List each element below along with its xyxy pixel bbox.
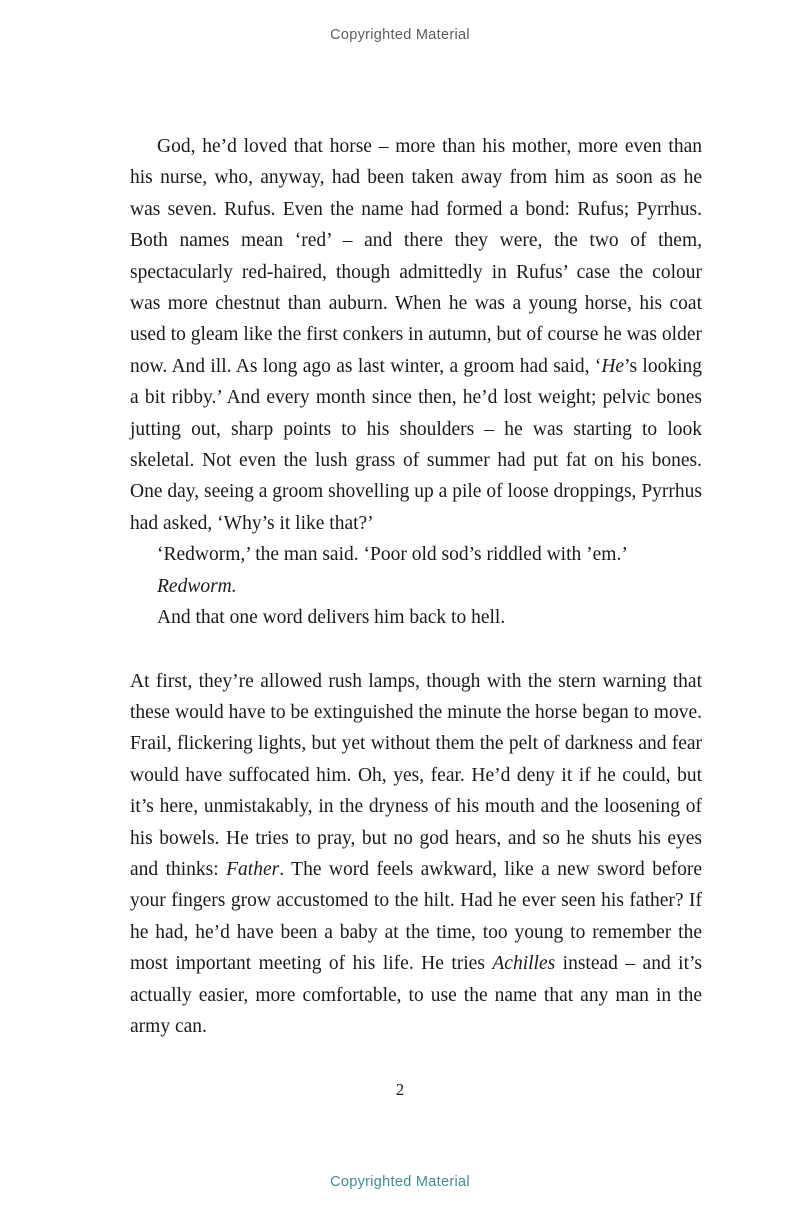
copyright-notice-top: Copyrighted Material: [330, 27, 470, 43]
text-run: . The word feels awkward, like a new sword before your fingers grow accustomed to the hilt. Had he ever seen his father? If he had, he’d have been a baby at the time, too young to remember the most important meeting of his life. He tries: [130, 858, 703, 975]
text-run: God, he’d loved that horse – more than his mother, more even than his nurse, who, anyway, had been taken away from him as soon as he was seven. Rufus. Even the name had formed a bond: Rufus; Pyrrhus. Both names mean ‘red’ – and there they were, the two of them, spectacularly red-haired, though admittedly in Rufus’ case the colour was more chestnut than auburn. When he was a young horse, his coat used to gleam like the first conkers in autumn, but of course he was older now. And ill. As long ago as last winter, a groom had said, ‘: [130, 136, 702, 377]
page-text: [130, 131, 702, 1042]
text-run: ‘Redworm,’ the man said. ‘Poor old sod’s riddled with ’em.’: [157, 544, 628, 566]
paragraph: [130, 666, 702, 1043]
text-run: At first, they’re allowed rush lamps, though with the stern warning that these would have to be extinguished the minute the horse began to move. Frail, flickering lights, but yet without them the pelt of darkness and fear would have suffocated him. Oh, yes, fear. He’d deny it if he could, but it’s here, unmistakably, in the dryness of his mouth and the loosening of his bowels. He tries to pray, but no god hears, and so he shuts his eyes and thinks:: [130, 670, 702, 880]
paragraph: [130, 131, 702, 539]
italic-text-run: Father: [226, 858, 280, 880]
paragraph: [130, 602, 702, 633]
italic-text-run: Achilles: [492, 953, 556, 975]
paragraph: [130, 571, 702, 602]
copyright-notice-bottom: Copyrighted Material: [330, 1174, 470, 1190]
page-number: 2: [395, 1080, 405, 1099]
text-run: instead – and it’s actually easier, more comfortable, to use the name that any man in the army can.: [130, 953, 703, 1037]
italic-text-run: He: [601, 355, 625, 377]
italic-text-run: Redworm.: [157, 575, 237, 597]
text-run: ’s looking a bit ribby.’ And every month since then, he’d lost weight; pelvic bones jutting out, sharp points to his shoulders – he was starting to look skeletal. Not even the lush grass of summer had put fat on his bones. One day, seeing a groom shovelling up a pile of loose droppings, Pyrrhus had asked, ‘Why’s it like that?’: [130, 355, 703, 534]
paragraph: [130, 539, 702, 570]
text-run: And that one word delivers him back to hell.: [157, 607, 506, 629]
